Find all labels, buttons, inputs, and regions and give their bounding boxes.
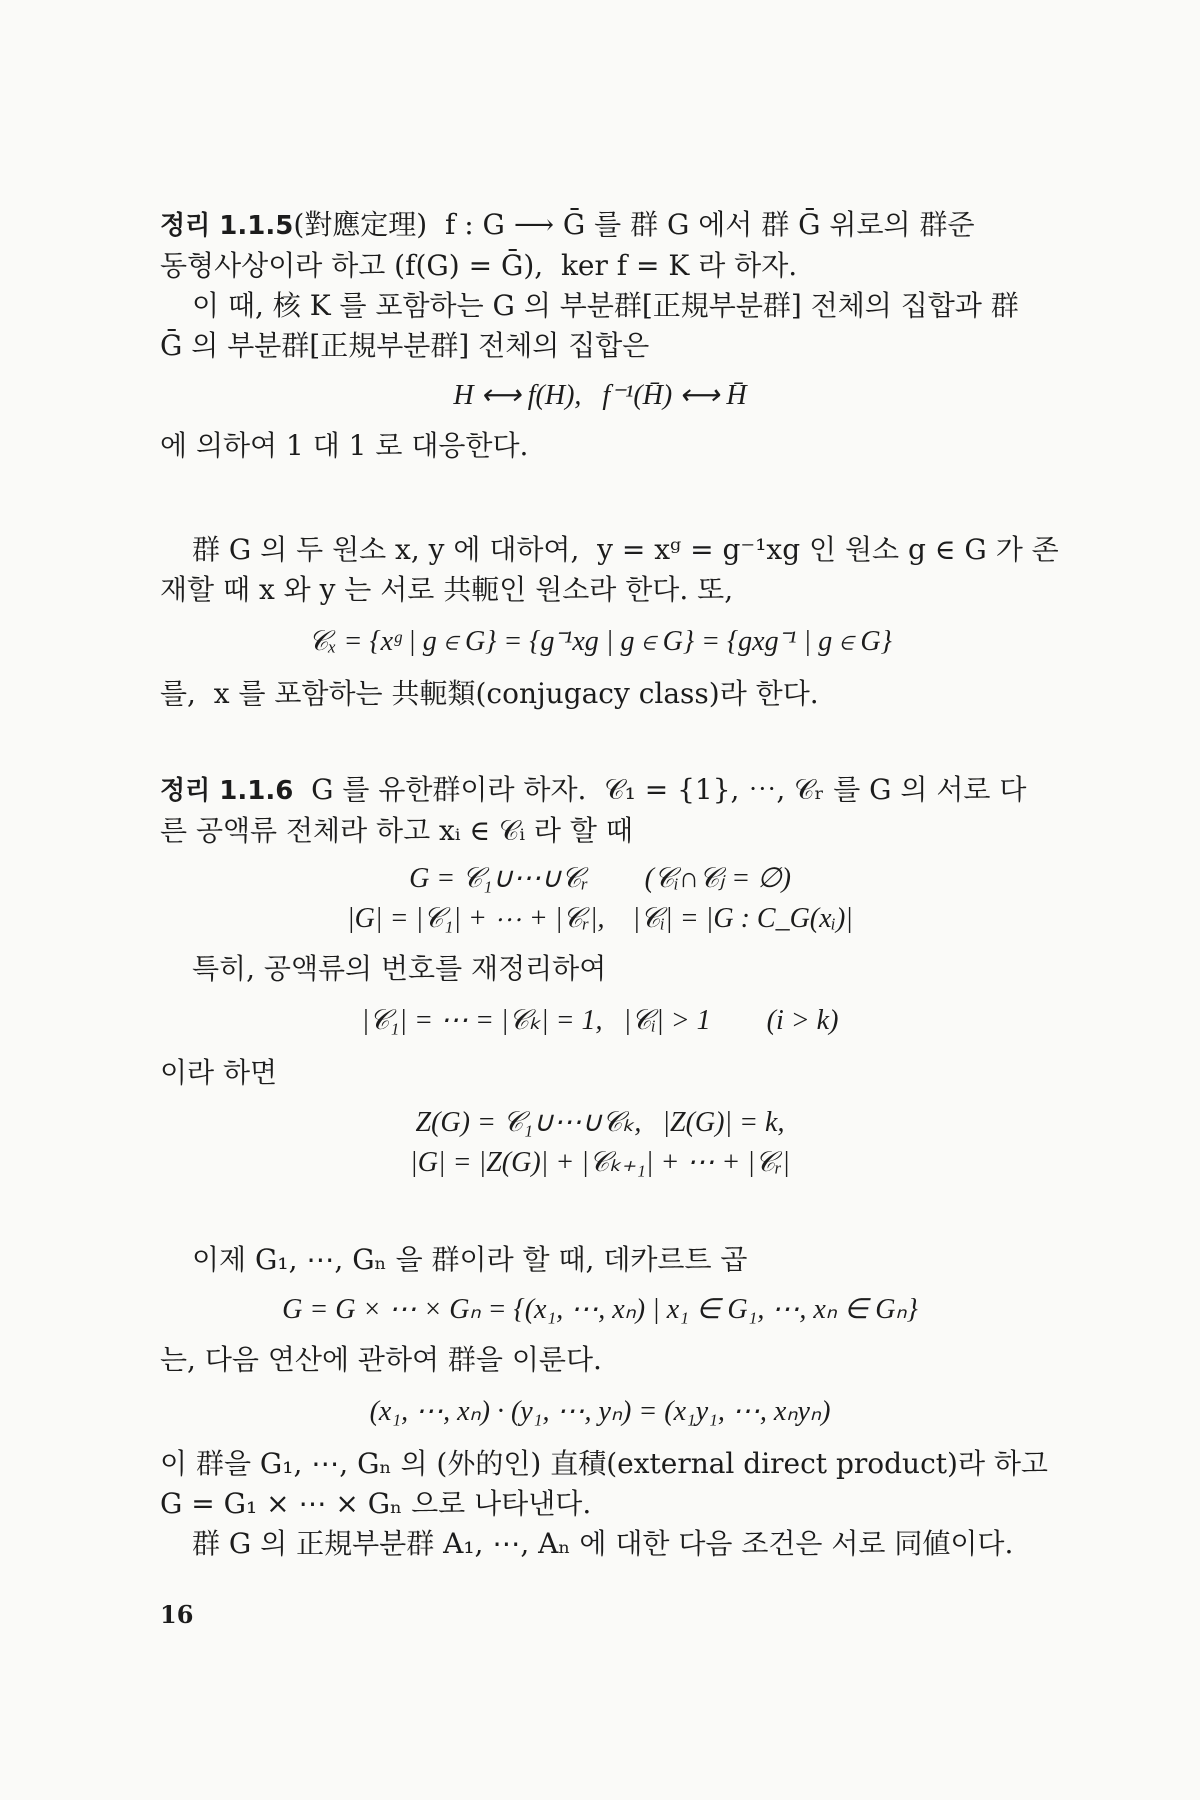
display-equation: H ⟷ f(H), f⁻¹(H̄) ⟷ H̄ bbox=[453, 380, 747, 411]
display-equation: |G| = |𝒞₁| + ⋯ + |𝒞ᵣ|, |𝒞ᵢ| = |G : C_G(xᵢ)| bbox=[346, 903, 853, 934]
theorem-label: 정리 1.1.6 bbox=[160, 776, 294, 806]
theorem-line: 이 때, 核 K 를 포함하는 G 의 부분群[正規부분群] 전체의 집합과 群 bbox=[192, 289, 1019, 322]
display-equation: G = 𝒞₁∪⋯∪𝒞ᵣ (𝒞ᵢ∩𝒞ⱼ = ∅) bbox=[409, 863, 791, 894]
display-equation: (x₁, ⋯, xₙ) · (y₁, ⋯, yₙ) = (x₁y₁, ⋯, xₙyₙ) bbox=[369, 1396, 831, 1427]
display-equation: 𝒞ₓ = {xᵍ | g ∈ G} = {g⁻¹xg | g ∈ G} = {gxg⁻¹ | g ∈ G} bbox=[308, 626, 892, 657]
direct-product-section bbox=[160, 1240, 1048, 1564]
display-equation: G = G × ⋯ × Gₙ = {(x₁, ⋯, xₙ) | x₁ ∈ G₁, ⋯, xₙ ∈ Gₙ} bbox=[282, 1294, 918, 1325]
text-line: 재할 때 x 와 y 는 서로 共軛인 원소라 한다. 또, bbox=[160, 573, 734, 606]
theorem-line: Ḡ 의 부분群[正規부분群] 전체의 집합은 bbox=[160, 329, 650, 362]
conjugacy-definition bbox=[160, 530, 1059, 714]
theorem-line: 에 의하여 1 대 1 로 대응한다. bbox=[160, 429, 529, 462]
text-line: 는, 다음 연산에 관하여 群을 이룬다. bbox=[160, 1343, 602, 1376]
text-line: 群 G 의 正規부분群 A₁, ⋯, Aₙ 에 대한 다음 조건은 서로 同値이다. bbox=[192, 1527, 1014, 1560]
text-line: 群 G 의 두 원소 x, y 에 대하여, y = xᵍ = g⁻¹xg 인 원소 g ∈ G 가 존 bbox=[192, 533, 1059, 566]
text-line: G = G₁ × ⋯ × Gₙ 으로 나타낸다. bbox=[160, 1487, 592, 1520]
theorem-label: 정리 1.1.5 bbox=[160, 211, 294, 241]
theorem-1-1-5 bbox=[160, 205, 1040, 466]
text-line: 를, x 를 포함하는 共軛類(conjugacy class)라 한다. bbox=[160, 677, 819, 710]
display-equation: Z(G) = 𝒞₁∪⋯∪𝒞ₖ, |Z(G)| = k, bbox=[415, 1107, 785, 1138]
theorem-line: 동형사상이라 하고 (f(G) = Ḡ), ker f = K 라 하자. bbox=[160, 249, 798, 282]
theorem-line: G 를 유한群이라 하자. 𝒞₁ = {1}, ⋯, 𝒞ᵣ 를 G 의 서로 다 bbox=[293, 773, 1027, 806]
theorem-line: (對應定理) f : G ⟶ Ḡ 를 群 G 에서 群 Ḡ 위로의 群준 bbox=[293, 208, 975, 241]
page-number: 16 bbox=[160, 1600, 194, 1629]
theorem-line: 이라 하면 bbox=[160, 1056, 278, 1089]
display-equation: |G| = |Z(G)| + |𝒞ₖ₊₁| + ⋯ + |𝒞ᵣ| bbox=[410, 1147, 790, 1178]
display-equation: |𝒞₁| = ⋯ = |𝒞ₖ| = 1, |𝒞ᵢ| > 1 (i > k) bbox=[361, 1005, 839, 1036]
text-line: 이제 G₁, ⋯, Gₙ 을 群이라 할 때, 데카르트 곱 bbox=[192, 1243, 748, 1276]
theorem-1-1-6 bbox=[160, 770, 1040, 1183]
theorem-line: 특히, 공액류의 번호를 재정리하여 bbox=[192, 952, 607, 985]
theorem-line: 른 공액류 전체라 하고 xᵢ ∈ 𝒞ᵢ 라 할 때 bbox=[160, 814, 633, 847]
text-line: 이 群을 G₁, ⋯, Gₙ 의 (外的인) 直積(external direct product)라 하고 bbox=[160, 1447, 1048, 1480]
